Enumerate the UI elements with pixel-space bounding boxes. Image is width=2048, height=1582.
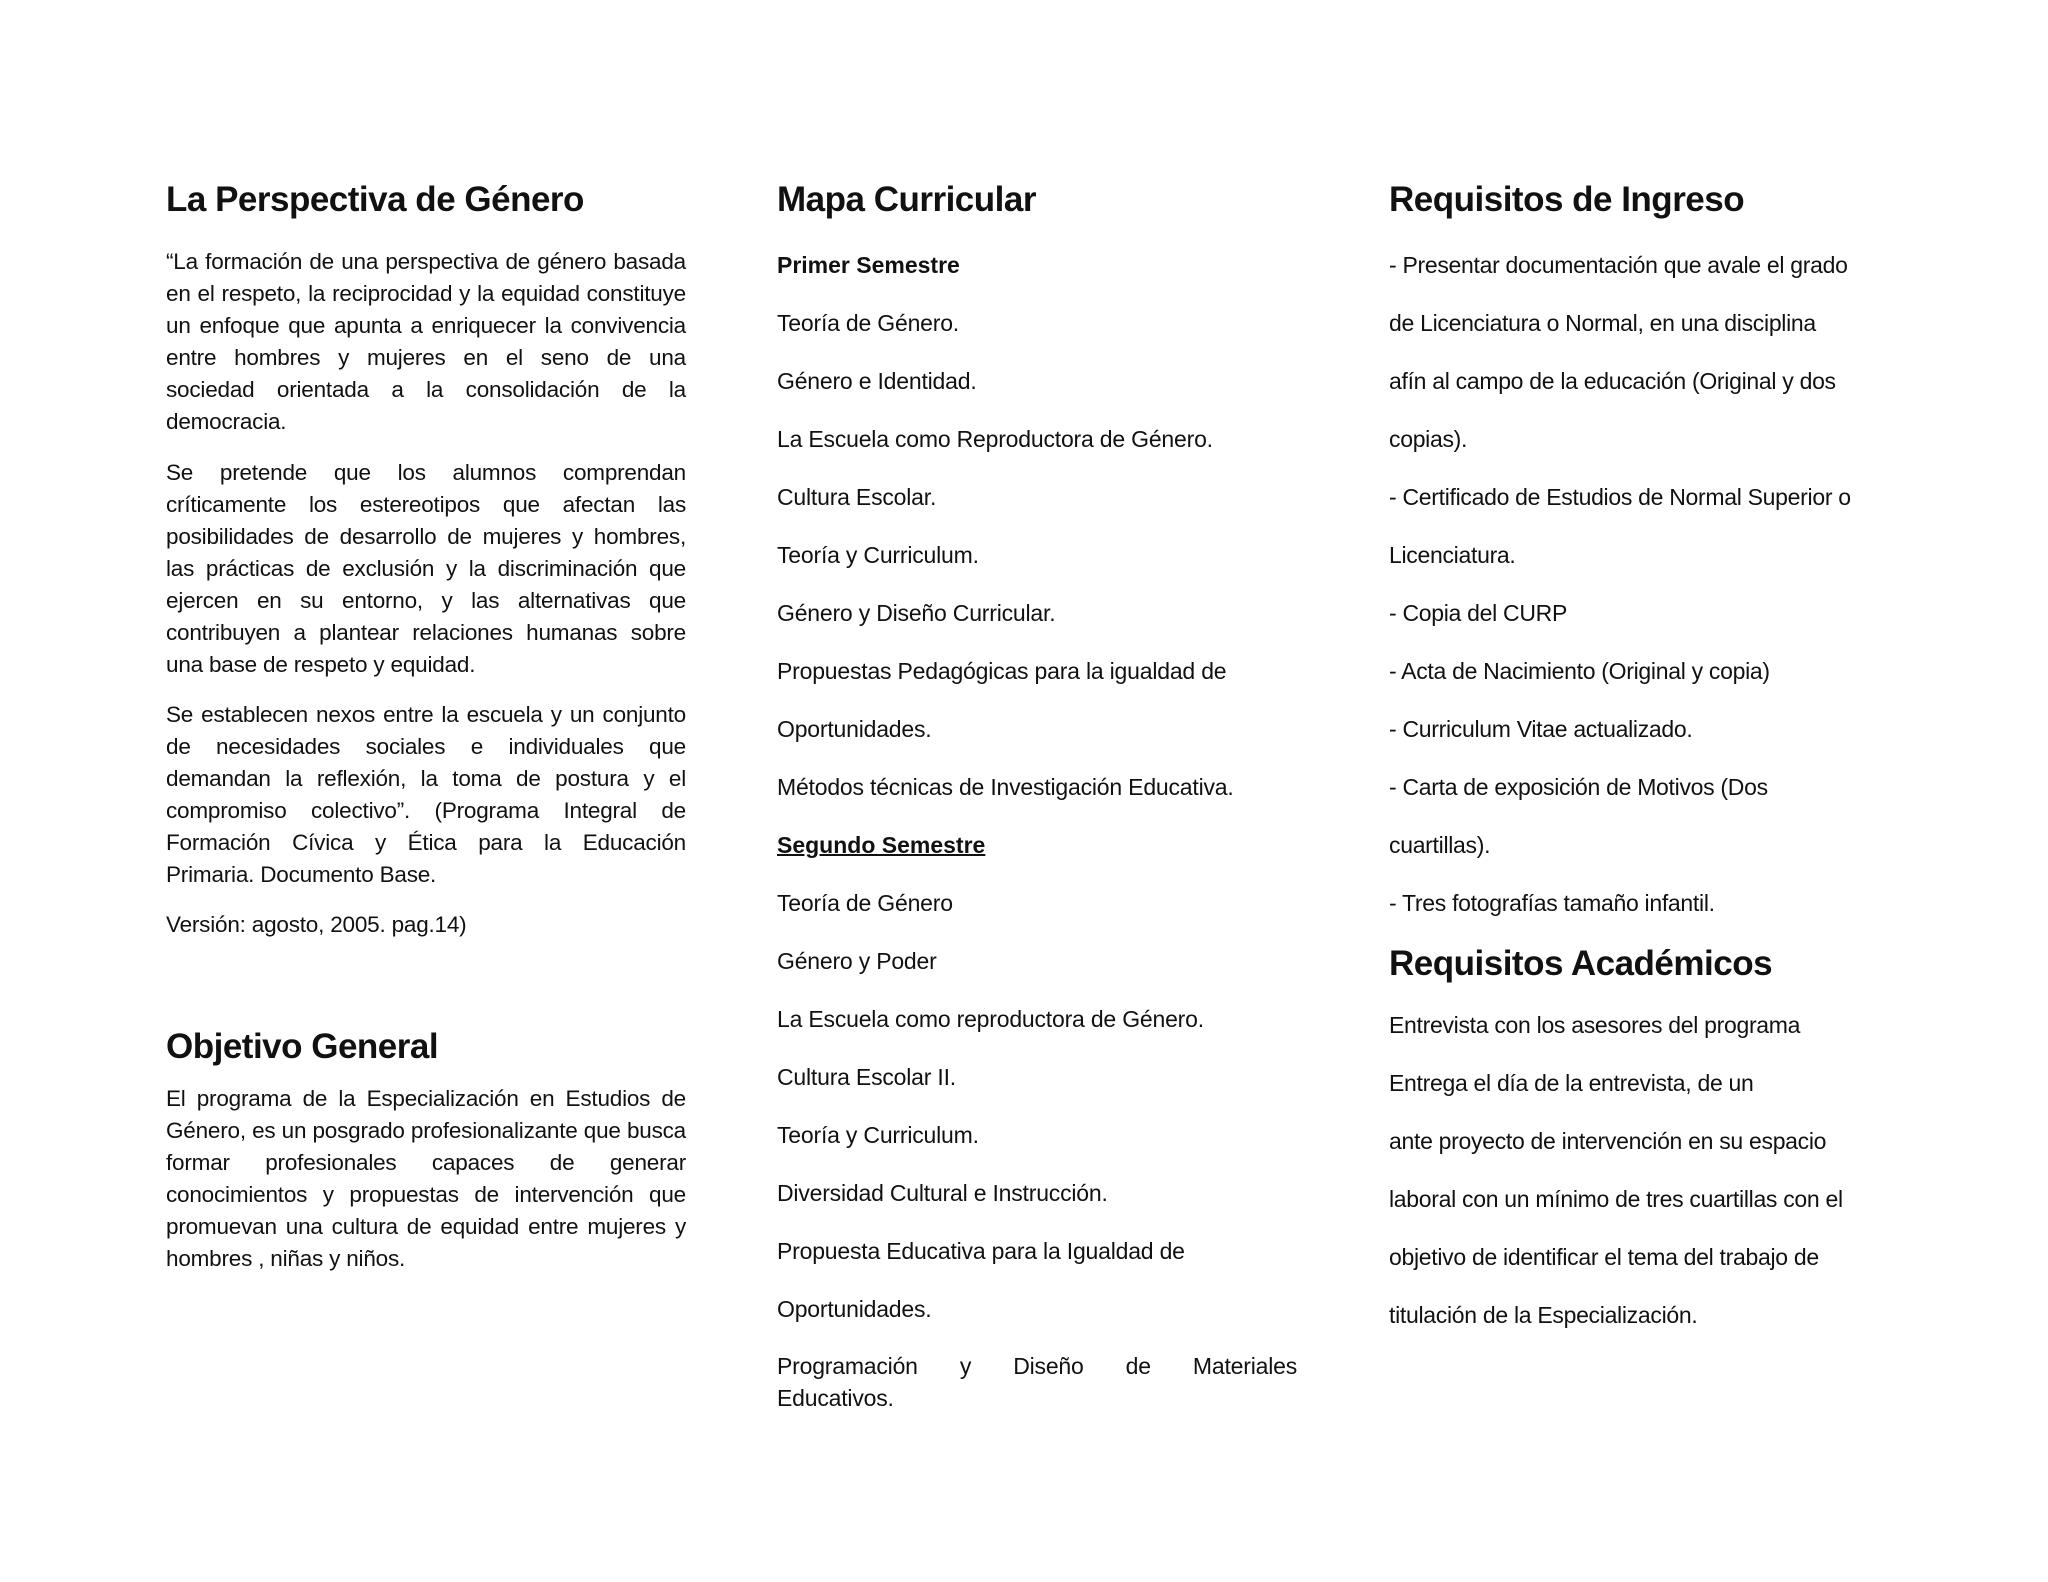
semestre-2-title: Segundo Semestre <box>777 832 986 858</box>
list-item: Propuesta Educativa para la Igualdad de <box>777 1238 1185 1264</box>
list-item: Cultura Escolar II. <box>777 1064 956 1090</box>
list-item: - Presentar documentación que avale el grado <box>1389 252 1848 278</box>
list-item: titulación de la Especialización. <box>1389 1302 1698 1328</box>
perspectiva-paragraph-1: “La formación de una perspectiva de género basada en el respeto, la reciprocidad y la equidad constituye un enfoque que apunta a enriquecer la convivencia entre hombres y mujeres en el seno de una sociedad orientada a la consolidación de la democracia. <box>166 249 686 434</box>
list-item: Oportunidades. <box>777 716 932 742</box>
list-item: Género y Poder <box>777 948 937 974</box>
objetivo-title: Objetivo General <box>166 1027 439 1066</box>
list-item: Licenciatura. <box>1389 542 1516 568</box>
semestre-2-list <box>777 874 1297 1414</box>
list-item: - Curriculum Vitae actualizado. <box>1389 716 1693 742</box>
list-item: Diversidad Cultural e Instrucción. <box>777 1180 1108 1206</box>
list-item: Métodos técnicas de Investigación Educativa. <box>777 774 1234 800</box>
list-item: Propuestas Pedagógicas para la igualdad de <box>777 658 1227 684</box>
column-requisitos <box>1389 172 1909 1344</box>
list-item: ante proyecto de intervención en su espacio <box>1389 1128 1827 1154</box>
mapa-title: Mapa Curricular <box>777 180 1036 219</box>
list-item: La Escuela como reproductora de Género. <box>777 1006 1204 1032</box>
list-item: Entrega el día de la entrevista, de un <box>1389 1070 1754 1096</box>
list-item: Teoría de Género <box>777 890 953 916</box>
requisitos-ingreso-title: Requisitos de Ingreso <box>1389 180 1745 219</box>
list-item: Teoría de Género. <box>777 310 959 336</box>
list-item: de Licenciatura o Normal, en una disciplina <box>1389 310 1816 336</box>
semestre-1-title: Primer Semestre <box>777 252 960 278</box>
semestre-1-list <box>777 294 1297 816</box>
column-mapa-curricular <box>777 172 1297 1414</box>
list-item: Teoría y Curriculum. <box>777 542 979 568</box>
list-item: objetivo de identificar el tema del trabajo de <box>1389 1244 1819 1270</box>
list-item: Género y Diseño Curricular. <box>777 600 1056 626</box>
list-item: - Copia del CURP <box>1389 600 1567 626</box>
perspectiva-title: La Perspectiva de Género <box>166 180 584 219</box>
requisitos-academicos-title: Requisitos Académicos <box>1389 944 1773 983</box>
perspectiva-paragraph-2: Se pretende que los alumnos comprendan críticamente los estereotipos que afectan las posibilidades de desarrollo de mujeres y hombres, las prácticas de exclusión y la discriminación que ejercen en su entorno, y las alternativas que contribuyen a plantear relaciones humanas sobre una base de respeto y equidad. <box>166 460 686 677</box>
list-item: La Escuela como Reproductora de Género. <box>777 426 1213 452</box>
list-item: - Tres fotografías tamaño infantil. <box>1389 890 1715 916</box>
list-item: laboral con un mínimo de tres cuartillas con el <box>1389 1186 1843 1212</box>
list-item: afín al campo de la educación (Original y dos <box>1389 368 1836 394</box>
list-item: - Carta de exposición de Motivos (Dos <box>1389 774 1768 800</box>
list-item: Teoría y Curriculum. <box>777 1122 979 1148</box>
list-item: Cultura Escolar. <box>777 484 937 510</box>
requisitos-academicos-list <box>1389 996 1909 1344</box>
list-item: - Acta de Nacimiento (Original y copia) <box>1389 658 1770 684</box>
perspectiva-paragraph-4: Versión: agosto, 2005. pag.14) <box>166 912 467 937</box>
list-item: Programación y Diseño de Materiales Educativos. <box>777 1353 1297 1411</box>
list-item: cuartillas). <box>1389 832 1491 858</box>
list-item: Oportunidades. <box>777 1296 932 1322</box>
list-item: copias). <box>1389 426 1468 452</box>
list-item: Género e Identidad. <box>777 368 977 394</box>
list-item: - Certificado de Estudios de Normal Superior o <box>1389 484 1851 510</box>
objetivo-text: El programa de la Especialización en Estudios de Género, es un posgrado profesionalizante que busca formar profesionales capaces de generar conocimientos y propuestas de intervención que promuevan una cultura de equidad entre mujeres y hombres , niñas y niños. <box>166 1086 686 1271</box>
list-item: Entrevista con los asesores del programa <box>1389 1012 1801 1038</box>
requisitos-ingreso-list <box>1389 236 1909 932</box>
column-perspectiva <box>166 172 686 1275</box>
perspectiva-paragraph-3: Se establecen nexos entre la escuela y un conjunto de necesidades sociales e individuales que demandan la reflexión, la toma de postura y el compromiso colectivo”. (Programa Integral de Formación Cívica y Ética para la Educación Primaria. Documento Base. <box>166 702 686 887</box>
